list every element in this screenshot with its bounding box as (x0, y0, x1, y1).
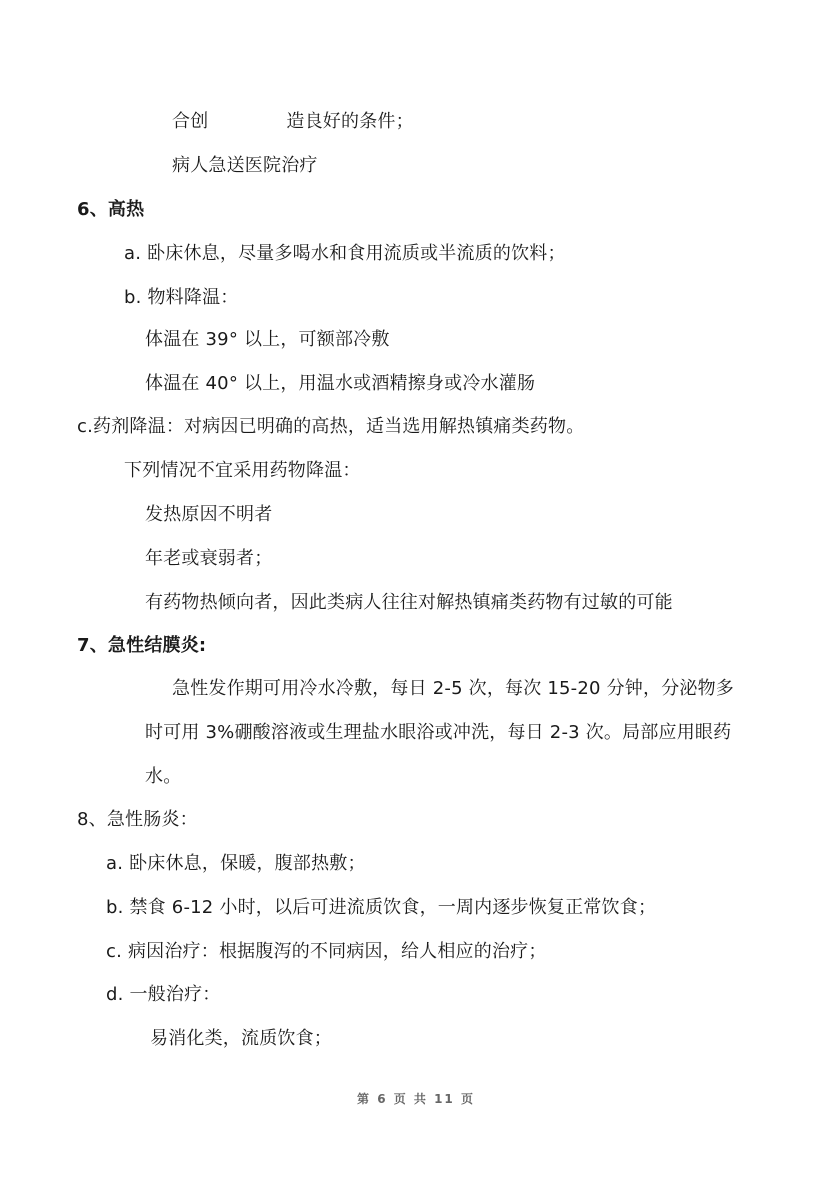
section7-para-line-3: 水。 (145, 766, 182, 787)
section7-para-line-2: 时可用 3%硼酸溶液或生理盐水眼浴或冲洗，每日 2-3 次。局部应用眼药 (145, 722, 732, 743)
section5-line-2: 病人急送医院治疗 (172, 155, 318, 176)
section6-c-sub-1: 发热原因不明者 (145, 504, 273, 525)
section6-c-sub-2: 年老或衰弱者； (145, 548, 273, 569)
section7-para-line-1: 急性发作期可用冷水冷敷，每日 2-5 次，每次 15-20 分钟，分泌物多 (172, 678, 734, 699)
section5-line-1-part1: 合创 (172, 111, 209, 132)
section8-item-c: c. 病因治疗：根据腹泻的不同病因，给人相应的治疗； (106, 941, 547, 962)
section6-b-sub-1: 体温在 39° 以上，可额部冷敷 (145, 329, 390, 350)
section6-item-b: b. 物料降温： (124, 287, 239, 308)
section7-heading: 7、急性结膜炎: (77, 635, 207, 656)
section5-line-1 (172, 110, 414, 134)
section8-item-a: a. 卧床休息，保暖，腹部热敷； (106, 853, 366, 874)
section6-heading: 6、高热 (77, 199, 145, 220)
section5-line-1-part2: 造良好的条件； (286, 111, 414, 132)
section8-item-d: d. 一般治疗： (106, 984, 221, 1005)
section6-item-c: c.药剂降温：对病因已明确的高热，适当选用解热镇痛类药物。 (77, 416, 585, 437)
section8-d-sub-1: 易消化类，流质饮食； (150, 1028, 332, 1049)
page-footer: 第 6 页 共 11 页 (357, 1092, 475, 1106)
section6-b-sub-2: 体温在 40° 以上，用温水或酒精擦身或冷水灌肠 (145, 373, 536, 394)
section8-heading: 8、急性肠炎： (77, 809, 198, 830)
section6-c-note: 下列情况不宜采用药物降温： (124, 460, 361, 481)
section6-item-a: a. 卧床休息，尽量多喝水和食用流质或半流质的饮料； (124, 243, 566, 264)
section8-item-b: b. 禁食 6-12 小时，以后可进流质饮食，一周内逐步恢复正常饮食； (106, 897, 657, 918)
section6-c-sub-3: 有药物热倾向者，因此类病人往往对解热镇痛类药物有过敏的可能 (145, 592, 673, 613)
